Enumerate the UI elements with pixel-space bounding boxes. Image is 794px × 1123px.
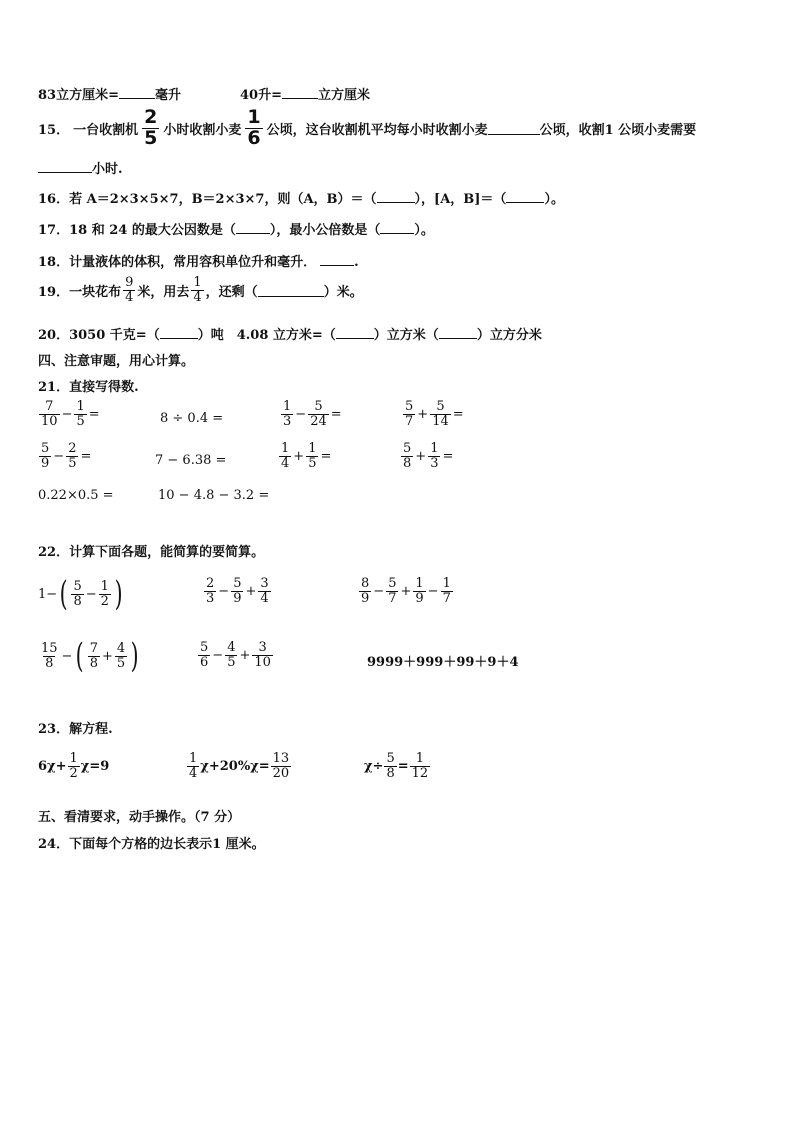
question-18: 18．计量液体的体积，常用容积单位升和毫升． . <box>38 255 359 270</box>
question-20: 20．3050 千克=（ ）吨 4.08 立方米=（ ）立方米（ ）立方分米 <box>38 328 542 343</box>
calc-item: $\frac{5}{7}$ + $\frac{5}{14}$ = <box>405 399 464 429</box>
answer-blank[interactable] <box>320 253 354 266</box>
question-15: 15． 一台收割机 $\frac{2}{5}$ 小时收割小麦 $\frac{1}{6}$ 公顷，这台收割机平均每小时收割小麦 公顷，收割1 公顷小麦需要 <box>38 106 697 149</box>
question-24: 24．下面每个方格的边长表示1 厘米。 <box>38 837 265 852</box>
fraction: $\frac{9}{4}$ <box>125 275 134 305</box>
answer-blank[interactable] <box>377 190 415 203</box>
calc-item: 7 − 6.38 = <box>155 453 227 468</box>
q14-line-2: 40升= 立方厘米 <box>240 88 370 103</box>
expression: $\frac{5}{6}$ − $\frac{4}{5}$ + $\frac{3}{10}$ <box>200 640 271 670</box>
answer-blank[interactable] <box>506 190 544 203</box>
question-15-cont: 小时. <box>38 158 123 177</box>
answer-blank[interactable] <box>380 221 414 234</box>
calc-item: 8 ÷ 0.4 = <box>160 411 224 426</box>
section-5-heading: 五、看清要求，动手操作。（7 分） <box>38 810 241 825</box>
fraction: $\frac{1}{4}$ <box>193 275 202 305</box>
answer-blank[interactable] <box>119 86 155 99</box>
calc-item: $\frac{5}{9}$ − $\frac{2}{5}$ = <box>41 441 92 471</box>
expression: $\frac{8}{9}$ − $\frac{5}{7}$ + $\frac{1}{9}$ − $\frac{1}{7}$ <box>361 576 451 606</box>
question-23-title: 23．解方程. <box>38 722 113 737</box>
answer-blank[interactable] <box>236 221 270 234</box>
answer-blank[interactable] <box>336 326 374 339</box>
equation: $\frac{1}{4}$ χ+20%χ= $\frac{13}{20}$ <box>189 751 290 781</box>
answer-blank[interactable] <box>258 284 324 297</box>
answer-blank[interactable] <box>160 326 198 339</box>
question-19: 19．一块花布 $\frac{9}{4}$ 米，用去 $\frac{1}{4}$ ，还剩（ ）米。 <box>38 275 363 305</box>
answer-blank[interactable] <box>439 326 477 339</box>
expression: $\frac{15}{8}$ − ( $\frac{7}{8}$ + $\frac{4}{5}$ ) <box>41 636 139 676</box>
fraction: $\frac{2}{5}$ <box>144 106 158 149</box>
answer-blank[interactable] <box>282 86 318 99</box>
question-16: 16．若 A＝2×3×5×7，B＝2×3×7，则（A，B）＝（ ），[A，B]＝（ ）。 <box>38 192 564 207</box>
question-22-title: 22．计算下面各题，能简算的要简算。 <box>38 545 265 560</box>
expression: 1− ( $\frac{5}{8}$ − $\frac{1}{2}$ ) <box>38 574 123 614</box>
expression: 9999＋999＋99＋9＋4 <box>367 655 519 670</box>
calc-item: $\frac{1}{4}$ + $\frac{1}{5}$ = <box>281 441 332 471</box>
calc-item: $\frac{5}{8}$ + $\frac{1}{3}$ = <box>403 441 454 471</box>
question-17: 17．18 和 24 的最大公因数是（ ），最小公倍数是（ ）。 <box>38 223 434 238</box>
equation: 6χ+ $\frac{1}{2}$ χ=9 <box>38 751 110 781</box>
answer-blank[interactable] <box>38 160 92 173</box>
fraction: $\frac{1}{6}$ <box>247 106 261 149</box>
calc-item: 10 − 4.8 − 3.2 = <box>158 488 270 503</box>
calc-item: 0.22×0.5 = <box>38 488 114 503</box>
answer-blank[interactable] <box>488 122 540 135</box>
calc-item: $\frac{7}{10}$ − $\frac{1}{5}$ = <box>41 399 100 429</box>
q14-line: 83立方厘米= 毫升 <box>38 88 181 103</box>
question-21-title: 21．直接写得数. <box>38 380 139 395</box>
section-4-heading: 四、注意审题，用心计算。 <box>38 354 195 369</box>
expression: $\frac{2}{3}$ − $\frac{5}{9}$ + $\frac{3}{4}$ <box>206 576 269 606</box>
equation: χ÷ $\frac{5}{8}$ = $\frac{1}{12}$ <box>364 751 429 781</box>
calc-item: $\frac{1}{3}$ − $\frac{5}{24}$ = <box>283 399 342 429</box>
q14-part1: 83立方厘米= <box>38 88 119 103</box>
